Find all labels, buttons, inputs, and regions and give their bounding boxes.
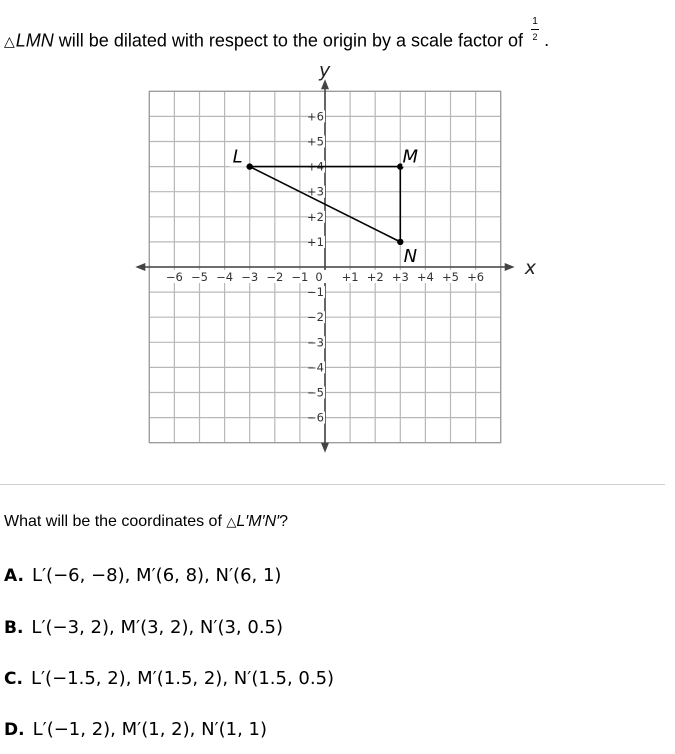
section-divider	[0, 484, 665, 485]
x-tick-label: −4	[216, 270, 234, 284]
choice-d[interactable]	[4, 719, 267, 740]
y-tick-label: +6	[307, 109, 324, 124]
x-axis-arrow-left	[135, 263, 145, 271]
x-tick-label: −3	[241, 270, 259, 284]
x-tick-label: +2	[366, 270, 384, 284]
x-tick-label: +3	[391, 270, 409, 284]
y-tick-label: −2	[307, 310, 324, 325]
x-tick-label: −1	[291, 270, 309, 284]
y-tick-label: −5	[307, 385, 324, 400]
choice-b-text: L′(−3, 2), M′(3, 2), N′(3, 0.5)	[31, 617, 284, 638]
choice-b[interactable]	[4, 617, 283, 638]
vertex-label: M	[402, 146, 419, 168]
prompt-text: will be dilated with respect to the origin by a scale factor of	[53, 30, 524, 51]
fraction-numerator: 1	[532, 16, 538, 27]
question-text-before: What will be the coordinates of	[4, 513, 227, 530]
x-tick-label: +4	[416, 270, 434, 284]
y-axis-arrow-down	[321, 443, 329, 453]
choice-d-letter: D.	[4, 720, 25, 740]
coordinate-graph	[140, 59, 536, 450]
question-prompt	[4, 16, 550, 55]
scale-factor-fraction	[531, 16, 539, 43]
choice-c-letter: C.	[4, 669, 23, 689]
x-tick-label: +5	[442, 270, 459, 284]
choice-a-text: L′(−6, −8), M′(6, 8), N′(6, 1)	[31, 565, 282, 586]
y-tick-label: +1	[307, 234, 324, 249]
choice-b-letter: B.	[4, 618, 24, 638]
y-tick-label: −6	[307, 410, 324, 425]
choice-c-text: L′(−1.5, 2), M′(1.5, 2), N′(1.5, 0.5)	[30, 668, 335, 689]
choice-a[interactable]	[4, 565, 281, 586]
x-axis-arrow-right	[505, 263, 515, 271]
question-triangle-symbol: △	[226, 514, 237, 529]
choice-c[interactable]	[4, 668, 334, 689]
prompt-period: .	[544, 30, 550, 51]
y-tick-label: −3	[307, 335, 324, 350]
vertex-point	[247, 163, 253, 169]
x-tick-label: −2	[266, 270, 284, 284]
y-tick-label: +3	[307, 184, 324, 199]
y-tick-label: −4	[307, 360, 324, 375]
vertex-label: N	[403, 245, 418, 267]
question-text-after: ?	[279, 513, 289, 530]
x-tick-label: +1	[341, 270, 359, 284]
x-axis-label: x	[524, 257, 536, 279]
question-text	[4, 513, 288, 531]
vertex-point	[397, 239, 403, 245]
x-tick-label: −6	[165, 270, 183, 284]
vertex-label: L	[232, 146, 243, 168]
fraction-denominator: 2	[532, 32, 538, 42]
choice-d-text: L′(−1, 2), M′(1, 2), N′(1, 1)	[32, 719, 268, 740]
triangle-symbol: △	[4, 33, 15, 50]
y-tick-label: +2	[307, 209, 324, 224]
triangle-name: LMN	[15, 30, 54, 51]
y-tick-label: +5	[307, 134, 324, 149]
choice-a-letter: A.	[4, 566, 24, 586]
y-tick-label: −1	[307, 285, 324, 300]
x-tick-label: 0	[315, 270, 323, 284]
x-tick-label: +6	[467, 270, 485, 284]
y-axis-label: y	[319, 59, 331, 82]
y-tick-label: +4	[307, 159, 324, 174]
x-tick-label: −5	[191, 270, 208, 284]
question-triangle-name: L′M′N′	[236, 513, 280, 530]
fraction-bar	[531, 29, 539, 30]
